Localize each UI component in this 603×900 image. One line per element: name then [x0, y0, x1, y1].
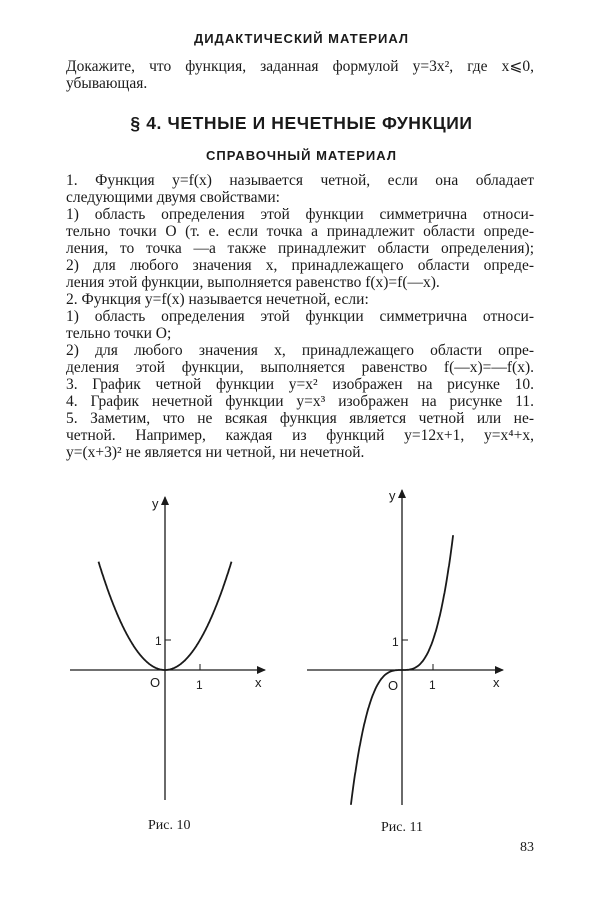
figure-10-parabola: [70, 496, 265, 800]
body-line-7: ления этой функции, выполняется равенство f(x)=f(—x).: [66, 274, 440, 291]
body-line-3: 1) область определения этой функции симметрична относи-: [66, 206, 534, 223]
figure-11-caption: Рис. 11: [381, 820, 423, 835]
body-line-4: тельно точки O (т. е. если точка a принадлежит области опреде-: [66, 223, 534, 240]
section-title: § 4. ЧЕТНЫЕ И НЕЧЕТНЫЕ ФУНКЦИИ: [130, 113, 473, 133]
body-line-13: 3. График четной функции y=x² изображен на рисунке 10.: [66, 376, 534, 393]
body-line-1: 1. Функция y=f(x) называется четной, если она обладает: [66, 172, 534, 189]
page-number: 83: [520, 840, 534, 855]
figure-11-cubic: [307, 488, 503, 805]
fig10-x-tick-label: 1: [196, 678, 203, 692]
body-line-16: четной. Например, каждая из функций y=12x+1, y=x⁴+x,: [66, 427, 534, 444]
body-line-8: 2. Функция y=f(x) называется нечетной, если:: [66, 291, 369, 308]
fig10-x-label: x: [255, 675, 262, 690]
fig11-x-tick-label: 1: [429, 678, 436, 692]
body-line-14: 4. График нечетной функции y=x³ изображен на рисунке 11.: [66, 393, 534, 410]
fig10-y-label: y: [152, 496, 159, 511]
figure-10-caption: Рис. 10: [148, 818, 191, 833]
body-line-5: ления, то точка —a также принадлежит области определения);: [66, 240, 534, 257]
didactic-material-heading: ДИДАКТИЧЕСКИЙ МАТЕРИАЛ: [193, 31, 410, 46]
reference-material-heading: СПРАВОЧНЫЙ МАТЕРИАЛ: [206, 148, 397, 163]
body-line-11: 2) для любого значения x, принадлежащего области опре-: [66, 342, 534, 359]
fig11-y-tick-label: 1: [392, 635, 399, 649]
exercise-line-2: убывающая.: [66, 75, 148, 92]
exercise-line-1: Докажите, что функция, заданная формулой y=3x², где x⩽0,: [66, 58, 534, 75]
fig11-x-label: x: [493, 675, 500, 690]
body-line-2: следующими двумя свойствами:: [66, 189, 280, 206]
body-line-12: деления этой функции, выполняется равенство f(—x)=—f(x).: [66, 359, 534, 376]
body-line-17: y=(x+3)² не является ни четной, ни нечетной.: [66, 444, 365, 461]
body-line-10: тельно точки O;: [66, 325, 172, 342]
body-line-15: 5. Заметим, что не всякая функция является четной или не-: [66, 410, 534, 427]
fig10-origin-label: O: [150, 675, 161, 690]
body-line-9: 1) область определения этой функции симметрична относи-: [66, 308, 534, 325]
fig11-origin-label: O: [388, 678, 399, 693]
body-line-6: 2) для любого значения x, принадлежащего области опреде-: [66, 257, 534, 274]
fig11-y-label: y: [389, 488, 396, 503]
fig10-y-tick-label: 1: [155, 634, 162, 648]
